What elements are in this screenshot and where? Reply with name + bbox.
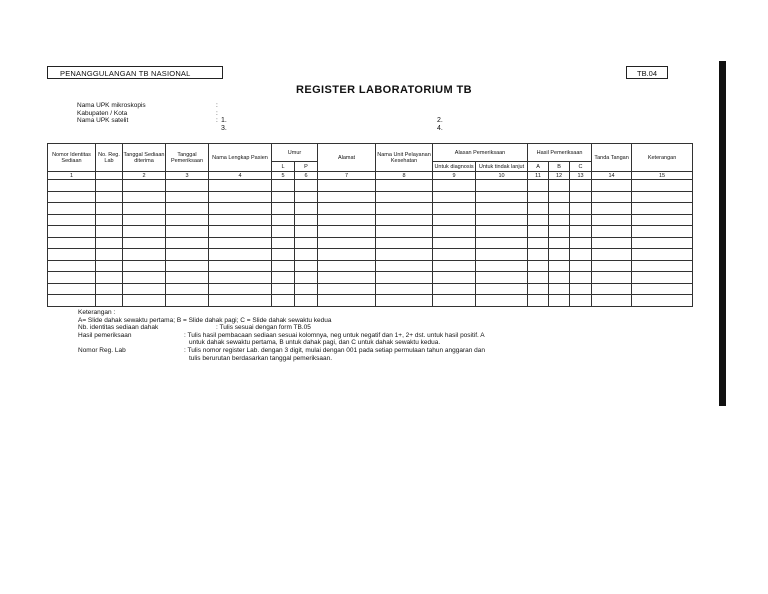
colnum-4: 4	[209, 172, 272, 180]
table-cell[interactable]	[433, 226, 476, 238]
colnum-3: 3	[166, 172, 209, 180]
table-cell[interactable]	[272, 203, 295, 215]
table-cell[interactable]	[166, 249, 209, 261]
header-nama-unit: Nama Unit Pelayanan Kesehatan	[376, 144, 433, 172]
header-no-reg-lab: No. Reg. Lab	[96, 144, 123, 172]
table-cell[interactable]	[295, 214, 318, 226]
header-hasil: Hasil Pemeriksaan	[528, 144, 592, 162]
table-cell[interactable]	[570, 237, 592, 249]
satellite-4: 4.	[437, 124, 443, 132]
header-umur-p: P	[295, 162, 318, 172]
colon: :	[216, 117, 218, 124]
table-cell[interactable]	[632, 226, 693, 238]
table-cell[interactable]	[592, 226, 632, 238]
colon: :	[216, 102, 218, 109]
table-cell[interactable]	[96, 191, 123, 203]
table-cell[interactable]	[549, 260, 570, 272]
table-cell[interactable]	[570, 180, 592, 192]
table-cell[interactable]	[48, 226, 96, 238]
table-cell[interactable]	[123, 295, 166, 307]
notes-hasil-row-2	[78, 339, 485, 347]
table-cell[interactable]	[166, 237, 209, 249]
table-cell[interactable]	[166, 260, 209, 272]
table-cell[interactable]	[96, 283, 123, 295]
table-cell[interactable]	[433, 191, 476, 203]
table-cell[interactable]	[476, 249, 528, 261]
colnum-15: 15	[632, 172, 693, 180]
table-cell[interactable]	[592, 203, 632, 215]
table-cell[interactable]	[592, 260, 632, 272]
table-cell[interactable]	[476, 272, 528, 284]
table-cell[interactable]	[632, 249, 693, 261]
header-alasan-diagnosis: Untuk diagnosis	[434, 163, 474, 170]
table-cell[interactable]	[123, 237, 166, 249]
colnum-13: 13	[570, 172, 592, 180]
table-cell[interactable]	[123, 180, 166, 192]
table-cell[interactable]	[48, 272, 96, 284]
table-cell[interactable]	[295, 283, 318, 295]
table-cell[interactable]	[123, 260, 166, 272]
info-colons	[216, 102, 218, 125]
table-cell[interactable]	[592, 249, 632, 261]
table-cell[interactable]	[592, 283, 632, 295]
table-cell[interactable]	[476, 203, 528, 215]
colnum-7: 7	[318, 172, 376, 180]
table-cell[interactable]	[549, 249, 570, 261]
table-cell[interactable]	[528, 214, 549, 226]
table-cell[interactable]	[433, 180, 476, 192]
table-cell[interactable]	[570, 249, 592, 261]
satellite-2: 2.	[437, 117, 443, 124]
table-cell[interactable]	[48, 237, 96, 249]
table-cell[interactable]	[549, 295, 570, 307]
table-cell[interactable]	[318, 295, 376, 307]
table-cell[interactable]	[376, 237, 433, 249]
table-cell[interactable]	[166, 191, 209, 203]
table-cell[interactable]	[376, 272, 433, 284]
table-cell[interactable]	[376, 249, 433, 261]
table-row	[48, 226, 693, 238]
table-cell[interactable]	[96, 237, 123, 249]
notes-slides: A= Slide dahak sewaktu pertama; B = Slide dahak pagi; C = Slide dahak sewaktu kedua	[78, 316, 332, 324]
table-cell[interactable]	[528, 249, 549, 261]
table-cell[interactable]	[48, 295, 96, 307]
table-cell[interactable]	[476, 180, 528, 192]
table-cell[interactable]	[476, 260, 528, 272]
header-tanggal-sediaan: Tanggal Sediaan diterima	[123, 144, 166, 172]
table-cell[interactable]	[123, 226, 166, 238]
table-cell[interactable]	[376, 203, 433, 215]
table-cell[interactable]	[528, 180, 549, 192]
table-cell[interactable]	[549, 226, 570, 238]
table-cell[interactable]	[433, 260, 476, 272]
table-cell[interactable]	[528, 237, 549, 249]
table-cell[interactable]	[272, 272, 295, 284]
table-cell[interactable]	[433, 237, 476, 249]
table-row	[48, 283, 693, 295]
table-cell[interactable]	[433, 283, 476, 295]
table-cell[interactable]	[318, 237, 376, 249]
table-cell[interactable]	[166, 226, 209, 238]
table-cell[interactable]	[632, 203, 693, 215]
table-cell[interactable]	[549, 203, 570, 215]
table-cell[interactable]	[272, 226, 295, 238]
table-cell[interactable]	[96, 214, 123, 226]
table-cell[interactable]	[632, 191, 693, 203]
notes-reg-row	[78, 347, 485, 355]
satellite-right-numbers	[437, 117, 443, 132]
table-cell[interactable]	[96, 295, 123, 307]
table-cell[interactable]	[209, 180, 272, 192]
form-code: TB.04	[626, 66, 668, 79]
table-row	[48, 191, 693, 203]
table-cell[interactable]	[433, 249, 476, 261]
table-cell[interactable]	[272, 260, 295, 272]
table-cell[interactable]	[123, 283, 166, 295]
table-cell[interactable]	[209, 203, 272, 215]
satellite-left-numbers	[221, 117, 227, 132]
table-cell[interactable]	[528, 191, 549, 203]
notes-nb-text: : Tulis sesuai dengan form TB.05	[216, 324, 311, 332]
table-cell[interactable]	[570, 272, 592, 284]
table-cell[interactable]	[592, 180, 632, 192]
notes-reg-text-1: : Tulis nomor register Lab. dengan 3 digit, mulai dengan 001 pada setiap permulaan tahun anggaran dan	[184, 346, 486, 354]
table-cell[interactable]	[433, 295, 476, 307]
table-row	[48, 203, 693, 215]
table-cell[interactable]	[96, 260, 123, 272]
table-cell[interactable]	[528, 226, 549, 238]
info-label-satelit: Nama UPK satelit	[77, 117, 129, 124]
notes-nb-row	[78, 324, 485, 332]
table-cell[interactable]	[632, 272, 693, 284]
table-cell[interactable]	[632, 180, 693, 192]
table-cell[interactable]	[570, 283, 592, 295]
table-cell[interactable]	[123, 214, 166, 226]
page-title: REGISTER LABORATORIUM TB	[295, 84, 473, 96]
satellite-1: 1.	[221, 117, 227, 124]
header-tanda-tangan: Tanda Tangan	[592, 144, 632, 172]
table-cell[interactable]	[528, 260, 549, 272]
table-cell[interactable]	[166, 180, 209, 192]
colnum-9: 9	[433, 172, 476, 180]
table-cell[interactable]	[592, 214, 632, 226]
table-cell[interactable]	[48, 283, 96, 295]
table-cell[interactable]	[96, 226, 123, 238]
table-cell[interactable]	[570, 191, 592, 203]
table-cell[interactable]	[549, 272, 570, 284]
table-cell[interactable]	[48, 191, 96, 203]
table-cell[interactable]	[570, 214, 592, 226]
header-umur-l: L	[272, 162, 295, 172]
table-cell[interactable]	[318, 203, 376, 215]
header-nama-lengkap: Nama Lengkap Pasien	[209, 144, 272, 172]
table-cell[interactable]	[376, 214, 433, 226]
table-cell[interactable]	[318, 180, 376, 192]
table-cell[interactable]	[318, 191, 376, 203]
table-cell[interactable]	[632, 214, 693, 226]
table-cell[interactable]	[318, 214, 376, 226]
table-cell[interactable]	[272, 214, 295, 226]
table-cell[interactable]	[272, 249, 295, 261]
column-number-row	[48, 172, 693, 180]
notes-hasil-text-1: : Tulis hasil pembacaan sediaan sesuai kolomnya, neg untuk negatif dan 1+, 2+ dst. untuk hasil positif. A	[184, 331, 485, 339]
header-hasil-b: B	[549, 162, 570, 172]
colon: :	[216, 109, 218, 117]
table-cell[interactable]	[48, 180, 96, 192]
table-cell[interactable]	[549, 191, 570, 203]
table-cell[interactable]	[318, 283, 376, 295]
table-row	[48, 180, 693, 192]
table-cell[interactable]	[209, 237, 272, 249]
notes-hasil-text-2: untuk dahak sewaktu pertama, B untuk dahak pagi, dan C untuk dahak sewaktu kedua.	[189, 339, 441, 347]
colnum-14: 14	[592, 172, 632, 180]
colnum-8: 8	[376, 172, 433, 180]
notes-reg-label: Nomor Reg. Lab	[78, 346, 126, 354]
table-cell[interactable]	[476, 283, 528, 295]
header-alamat: Alamat	[318, 144, 376, 172]
table-cell[interactable]	[295, 249, 318, 261]
table-cell[interactable]	[166, 203, 209, 215]
page-edge-bar	[719, 61, 726, 406]
table-cell[interactable]	[318, 226, 376, 238]
table-cell[interactable]	[295, 191, 318, 203]
table-cell[interactable]	[209, 226, 272, 238]
table-cell[interactable]	[549, 237, 570, 249]
table-row	[48, 295, 693, 307]
colnum-12: 12	[549, 172, 570, 180]
table-cell[interactable]	[123, 191, 166, 203]
notes-section	[78, 309, 485, 362]
program-header: PENANGGULANGAN TB NASIONAL	[47, 66, 223, 79]
register-table	[47, 143, 693, 307]
header-alasan: Alasan Pemeriksaan	[433, 144, 528, 162]
table-cell[interactable]	[476, 191, 528, 203]
header-umur: Umur	[272, 144, 318, 162]
colnum-5: 5	[272, 172, 295, 180]
table-cell[interactable]	[476, 214, 528, 226]
table-cell[interactable]	[549, 180, 570, 192]
table-cell[interactable]	[376, 295, 433, 307]
table-cell[interactable]	[96, 203, 123, 215]
table-cell[interactable]	[528, 283, 549, 295]
colnum-10: 10	[476, 172, 528, 180]
table-cell[interactable]	[272, 237, 295, 249]
table-cell[interactable]	[549, 283, 570, 295]
header-tanggal-pemeriksaan: Tanggal Pemeriksaan	[166, 144, 209, 172]
table-cell[interactable]	[272, 180, 295, 192]
table-cell[interactable]	[295, 272, 318, 284]
table-cell[interactable]	[433, 203, 476, 215]
table-cell[interactable]	[166, 295, 209, 307]
table-cell[interactable]	[570, 203, 592, 215]
table-cell[interactable]	[476, 295, 528, 307]
table-cell[interactable]	[48, 249, 96, 261]
table-cell[interactable]	[209, 249, 272, 261]
table-cell[interactable]	[376, 180, 433, 192]
table-cell[interactable]	[376, 226, 433, 238]
table-cell[interactable]	[295, 260, 318, 272]
table-cell[interactable]	[272, 283, 295, 295]
info-labels	[77, 102, 146, 125]
table-cell[interactable]	[48, 214, 96, 226]
header-alasan-tindak-lanjut: Untuk tindak lanjut	[476, 162, 528, 172]
table-cell[interactable]	[209, 214, 272, 226]
table-cell[interactable]	[123, 249, 166, 261]
table-row	[48, 249, 693, 261]
table-cell[interactable]	[433, 214, 476, 226]
table-cell[interactable]	[570, 260, 592, 272]
table-cell[interactable]	[96, 249, 123, 261]
header-hasil-c: C	[570, 162, 592, 172]
table-cell[interactable]	[48, 203, 96, 215]
table-cell[interactable]	[96, 180, 123, 192]
table-cell[interactable]	[166, 272, 209, 284]
table-cell[interactable]	[592, 295, 632, 307]
table-cell[interactable]	[433, 272, 476, 284]
table-cell[interactable]	[570, 295, 592, 307]
table-row	[48, 214, 693, 226]
colnum-1-blank	[96, 172, 123, 180]
header-keterangan: Keterangan	[632, 144, 693, 172]
table-cell[interactable]	[123, 272, 166, 284]
table-cell[interactable]	[272, 191, 295, 203]
notes-heading: Keterangan :	[78, 309, 116, 316]
table-cell[interactable]	[632, 283, 693, 295]
notes-hasil-label: Hasil pemeriksaan	[78, 331, 132, 339]
table-cell[interactable]	[528, 272, 549, 284]
table-cell[interactable]	[632, 295, 693, 307]
table-cell[interactable]	[592, 272, 632, 284]
colnum-11: 11	[528, 172, 549, 180]
table-cell[interactable]	[476, 226, 528, 238]
table-cell[interactable]	[318, 260, 376, 272]
colnum-6: 6	[295, 172, 318, 180]
table-cell[interactable]	[632, 260, 693, 272]
table-cell[interactable]	[123, 203, 166, 215]
table-cell[interactable]	[209, 295, 272, 307]
notes-indent	[78, 339, 184, 347]
table-row	[48, 260, 693, 272]
header-hasil-a: A	[528, 162, 549, 172]
table-cell[interactable]	[632, 237, 693, 249]
table-cell[interactable]	[318, 272, 376, 284]
info-label-upk: Nama UPK mikroskopis	[77, 102, 146, 109]
table-cell[interactable]	[166, 283, 209, 295]
notes-nb-label: Nb. identitas sediaan dahak	[78, 324, 159, 332]
notes-reg-text-2: tulis berurutan berdasarkan tanggal pemeriksaan.	[189, 354, 333, 362]
table-cell[interactable]	[166, 214, 209, 226]
table-cell[interactable]	[295, 180, 318, 192]
table-cell[interactable]	[295, 203, 318, 215]
notes-reg-row-2	[78, 355, 485, 363]
table-cell[interactable]	[295, 226, 318, 238]
table-cell[interactable]	[549, 214, 570, 226]
table-cell[interactable]	[376, 283, 433, 295]
table-cell[interactable]	[476, 237, 528, 249]
table-cell[interactable]	[272, 295, 295, 307]
table-cell[interactable]	[592, 191, 632, 203]
table-cell[interactable]	[209, 260, 272, 272]
table-cell[interactable]	[528, 203, 549, 215]
table-row	[48, 272, 693, 284]
colnum-2: 2	[123, 172, 166, 180]
info-label-kabupaten: Kabupaten / Kota	[77, 109, 128, 117]
table-cell[interactable]	[295, 295, 318, 307]
table-row	[48, 237, 693, 249]
header-nomor-identitas: Nomor Identitas Sediaan	[48, 144, 96, 172]
table-cell[interactable]	[376, 260, 433, 272]
table-cell[interactable]	[295, 237, 318, 249]
table-cell[interactable]	[209, 283, 272, 295]
table-cell[interactable]	[376, 191, 433, 203]
table-cell[interactable]	[528, 295, 549, 307]
table-cell[interactable]	[48, 260, 96, 272]
satellite-3: 3.	[221, 124, 227, 132]
colnum-1: 1	[48, 172, 96, 180]
notes-indent	[78, 355, 184, 363]
table-cell[interactable]	[570, 226, 592, 238]
notes-hasil-row	[78, 332, 485, 340]
table-cell[interactable]	[318, 249, 376, 261]
table-cell[interactable]	[209, 191, 272, 203]
table-cell[interactable]	[96, 272, 123, 284]
table-cell[interactable]	[592, 237, 632, 249]
table-cell[interactable]	[209, 272, 272, 284]
